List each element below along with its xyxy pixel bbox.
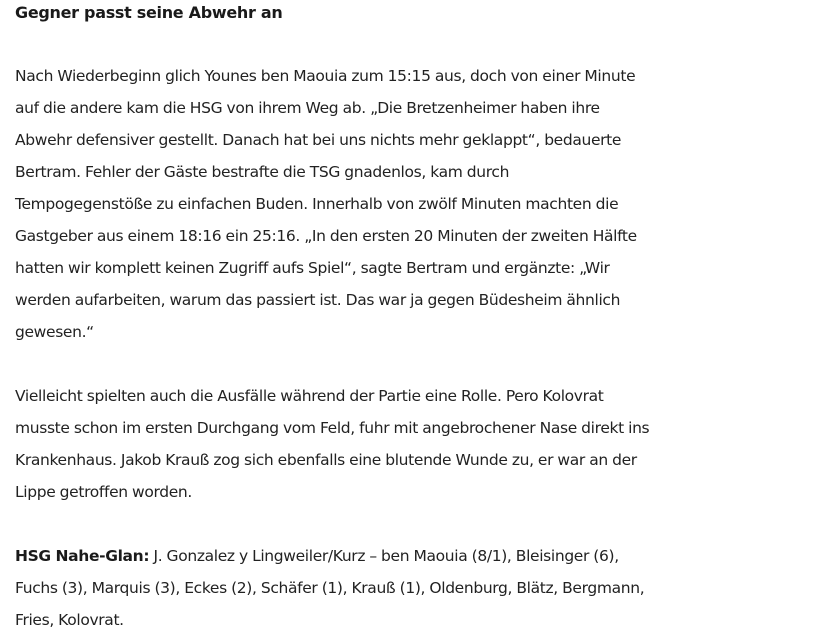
paragraph-injuries [15,380,649,508]
paragraph-line: gewesen.“ [15,323,94,341]
lineup-line: Fries, Kolovrat. [15,611,124,629]
paragraph-line: musste schon im ersten Durchgang vom Feld, fuhr mit angebrochener Nase direkt ins [15,419,650,437]
paragraph-line: hatten wir komplett keinen Zugriff aufs Spiel“, sagte Bertram und ergänzte: „Wir [15,259,610,277]
paragraph-line: Gastgeber aus einem 18:16 ein 25:16. „In den ersten 20 Minuten der zweiten Hälfte [15,227,637,245]
team-lineup [15,540,644,636]
paragraph-line: Krankenhaus. Jakob Krauß zog sich ebenfalls eine blutende Wunde zu, er war an der [15,451,637,469]
paragraph-game-restart [15,60,637,348]
article-body [15,0,705,629]
section-heading: Gegner passt seine Abwehr an [15,3,283,22]
paragraph-line: Bertram. Fehler der Gäste bestrafte die TSG gnadenlos, kam durch [15,163,510,181]
lineup-text: J. Gonzalez y Lingweiler/Kurz – ben Maouia (8/1), Bleisinger (6), [149,547,619,565]
paragraph-line: Lippe getroffen worden. [15,483,192,501]
team-name-label: HSG Nahe-Glan: [15,547,150,565]
paragraph-line: Nach Wiederbeginn glich Younes ben Maouia zum 15:15 aus, doch von einer Minute [15,67,636,85]
paragraph-line: Tempogegenstöße zu einfachen Buden. Innerhalb von zwölf Minuten machten die [15,195,619,213]
lineup-line [15,540,644,572]
paragraph-line: auf die andere kam die HSG von ihrem Weg ab. „Die Bretzenheimer haben ihre [15,99,600,117]
paragraph-line: werden aufarbeiten, warum das passiert ist. Das war ja gegen Büdesheim ähnlich [15,291,621,309]
lineup-line: Fuchs (3), Marquis (3), Eckes (2), Schäfer (1), Krauß (1), Oldenburg, Blätz, Bergmann, [15,579,645,597]
paragraph-line: Vielleicht spielten auch die Ausfälle während der Partie eine Rolle. Pero Kolovrat [15,387,604,405]
paragraph-line: Abwehr defensiver gestellt. Danach hat bei uns nichts mehr geklappt“, bedauerte [15,131,622,149]
